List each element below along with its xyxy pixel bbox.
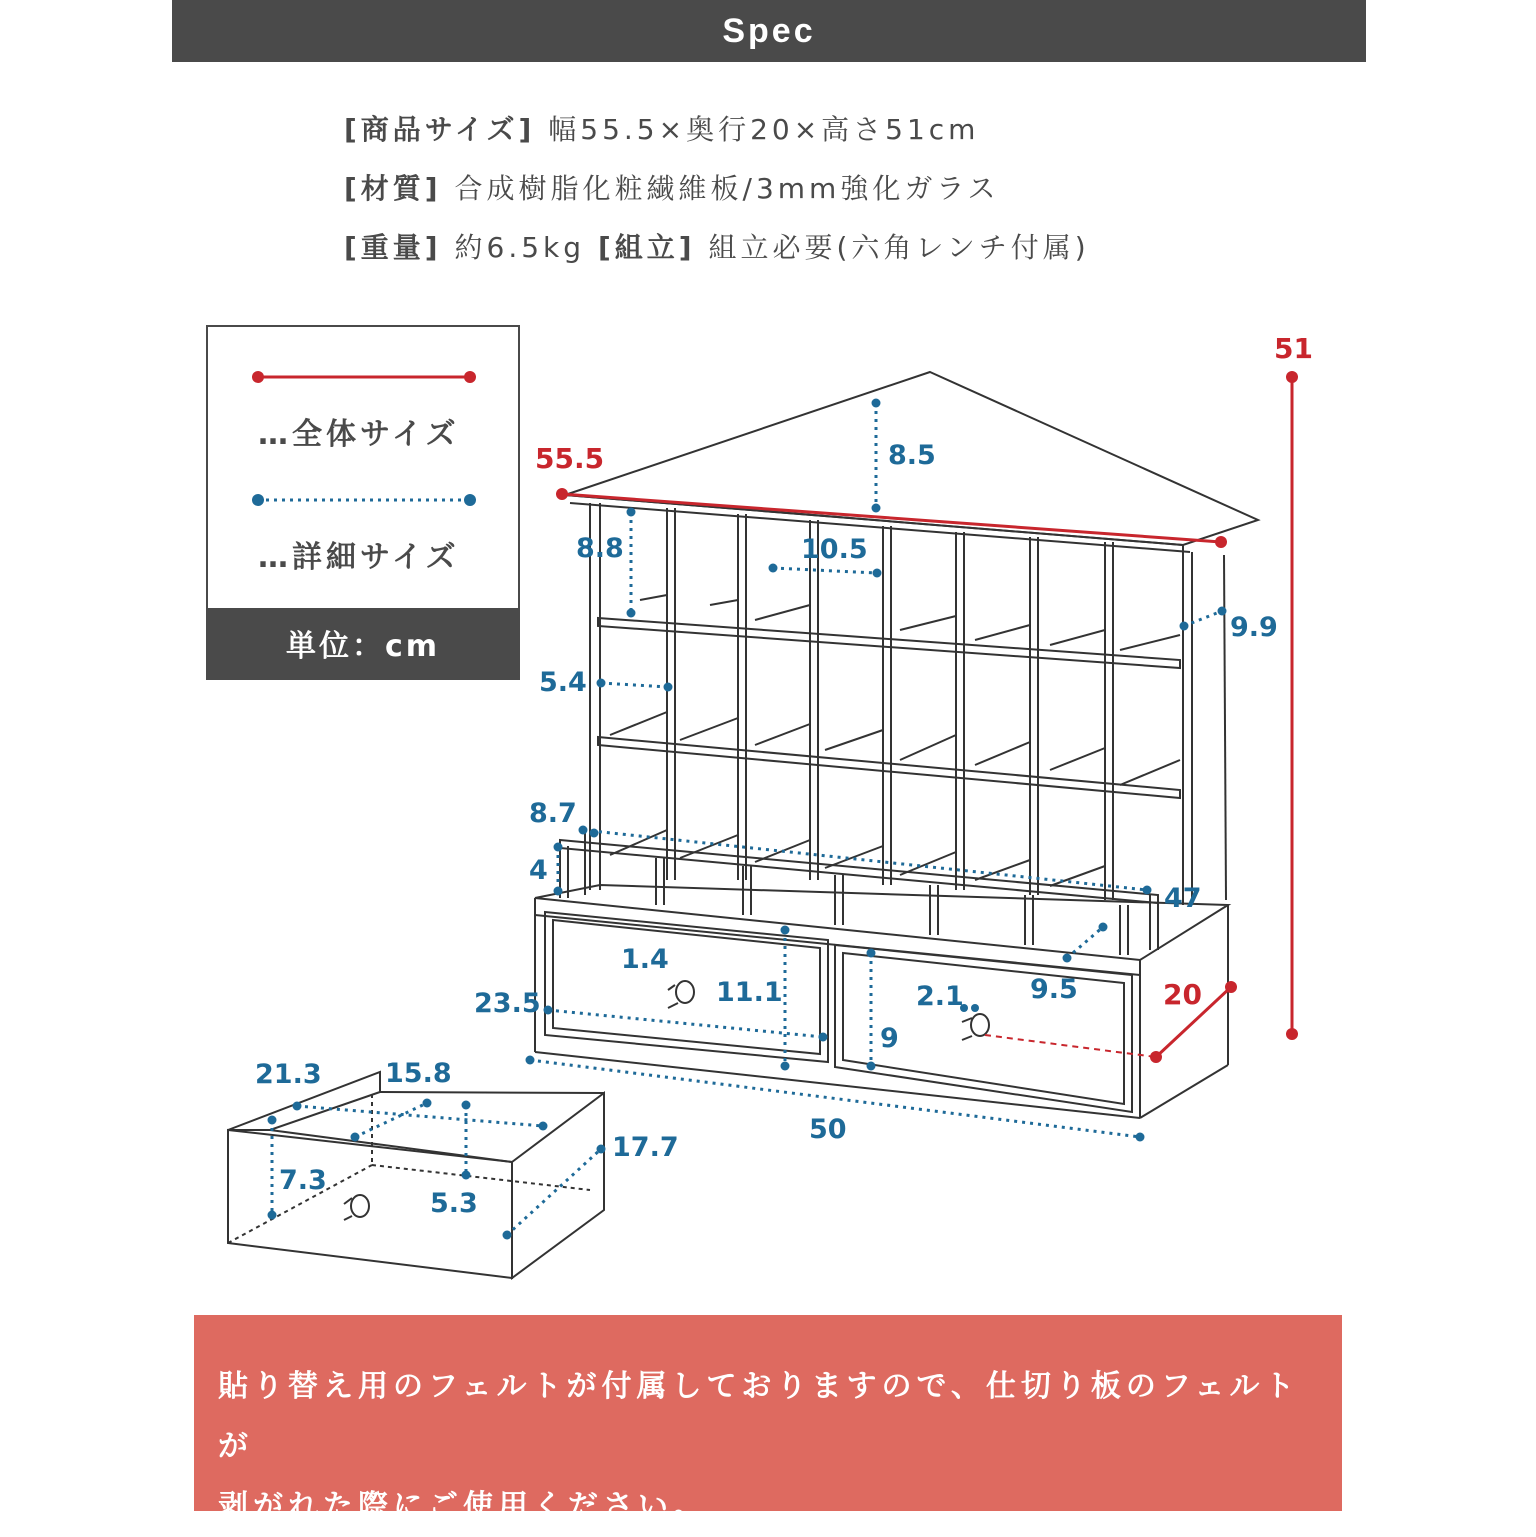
spec-weight-label: [重量] [344,231,442,264]
spec-title: Spec [722,11,816,50]
label-base-width: 50 [809,1114,847,1145]
label-drawer-inner-depth: 15.8 [385,1058,452,1089]
label-roof-height: 8.5 [888,440,936,471]
notice-line-2: 剥がれた際にご使用ください。 [218,1489,708,1524]
notice-box [194,1315,1342,1524]
label-cell-height-top: 8.8 [576,533,624,564]
spec-size-label: [商品サイズ] [344,113,536,146]
legend-detail-label: …詳細サイズ [258,540,460,575]
spec-assembly-value: 組立必要(六角レンチ付属) [708,231,1090,264]
label-drawer-inner-height2: 5.3 [430,1188,478,1219]
label-depth-total: 20 [1163,978,1202,1011]
label-cell-width-top: 10.5 [801,534,868,565]
label-drawer-width: 23.5 [474,988,541,1019]
label-rail-height: 4 [529,855,548,886]
legend-unit: 単位：cm [208,608,518,678]
label-drawer-height-right: 9 [880,1023,899,1054]
legend-overall-label: …全体サイズ [258,417,460,452]
label-cell-width-mid: 5.4 [539,667,587,698]
label-right-height: 9.9 [1230,612,1278,643]
spec-assembly-label: [組立] [597,231,696,264]
label-drawer-outer-depth: 17.7 [612,1132,679,1163]
label-knob-depth: 2.1 [916,981,964,1012]
label-knob-size: 1.4 [621,944,669,975]
spec-material-value: 合成樹脂化粧繊維板/3mm強化ガラス [454,172,1000,205]
label-drawer-inner-height: 7.3 [279,1165,327,1196]
spec-material-label: [材質] [344,172,442,205]
spec-size-value: 幅55.5×奥行20×高さ51cm [548,113,980,146]
notice-line-1: 貼り替え用のフェルトが付属しておりますので、仕切り板のフェルトが [218,1369,1300,1464]
spec-weight-value: 約6.5kg [454,231,586,264]
label-drawer-inner-width: 21.3 [255,1059,322,1090]
label-height-total: 51 [1274,332,1313,365]
label-rail-depth: 8.7 [529,798,577,829]
label-width-total: 55.5 [535,442,605,475]
label-drawer-height-left: 11.1 [716,977,783,1008]
label-rail-gap: 9.5 [1030,974,1078,1005]
label-rail-length: 47 [1164,883,1202,914]
